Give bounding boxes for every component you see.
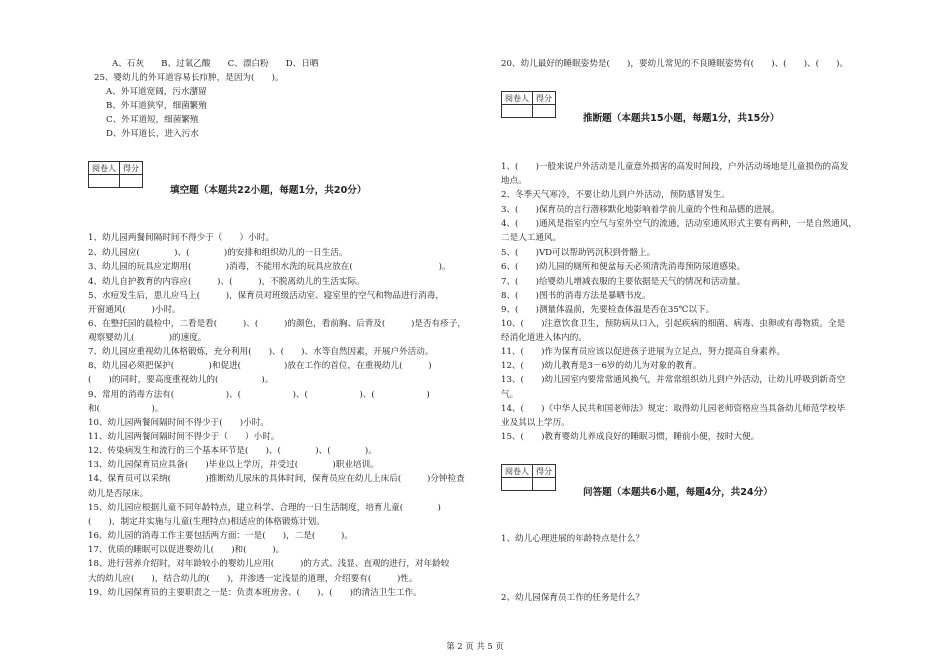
question-line: 17、优质的睡眠可以促进婴幼儿( )和( )。 (88, 545, 285, 555)
question-line: 2、冬季天气寒冷，不要让幼儿到户外活动，预防感冒发生。 (501, 190, 730, 200)
question-line: ( )，制定并实施与儿童(生理特点)相适应的体格锻炼计划。 (88, 517, 325, 527)
score-cell (120, 175, 143, 188)
page-footer: 第 2 页 共 5 页 (446, 641, 504, 651)
question-line: 10、幼儿园两餐间隔时间不得少于( )小时。 (88, 418, 269, 428)
question-line: 观察婴幼儿( )的速度。 (88, 333, 207, 343)
question-line: 13、( )幼儿园室内要常常通风换气，并常常组织幼儿到户外活动，让幼儿呼吸到新奇空 (501, 375, 846, 385)
question-line: 13、幼儿园保育员应具备( )毕业以上学历，并受过( )职业培训。 (88, 460, 379, 470)
question-line: 地点。 (501, 176, 527, 186)
question-line: 4、( )通风是指室内空气与室外空气的流通，活动室通风形式主要有两种，一是自然通风， (501, 219, 857, 229)
question-line: 7、幼儿园应重视幼儿体格锻炼，充分利用( )、( )、水等自然因素，开展户外活动。 (88, 347, 434, 357)
option-line: A、外耳道宽阔，污水潴留 (106, 87, 207, 97)
qa-question: 2、幼儿园保育员工作的任务是什么？ (501, 593, 644, 603)
question-line: 14、( )《中华人民共和国老师法》规定：取得幼儿园老师资格应当具备幼儿师范学校毕 (501, 404, 846, 414)
question-line: 11、幼儿园两餐间隔时间不得少于（ ）小时。 (88, 432, 280, 442)
question-line: 业及其以上学历。 (501, 418, 570, 428)
score-header: 得分 (120, 162, 143, 175)
question-line: 12、传染病发生和流行的三个基本环节是( )、( )、( )。 (88, 446, 377, 456)
question-line: 10、( )注意饮食卫生，预防病从口入，引起疾病的细菌、病毒、虫卵或有毒物质。全是 (501, 319, 846, 329)
option-line: C、外耳道短，细菌繁殖 (106, 115, 199, 125)
score-header: 得分 (533, 92, 556, 105)
question-line: 经消化道进入体内的。 (501, 333, 587, 343)
question-line: 8、( )图书的消毒方法是暴晒书皮。 (501, 291, 651, 301)
score-cell (533, 478, 556, 491)
grader-cell (89, 175, 120, 188)
option-line: A、石灰 B、过氧乙酸 C、漂白粉 D、日晒 (112, 59, 319, 69)
question-line: 6、( )幼儿园的厕所和便盆每天必须清洗消毒预防尿道感染。 (501, 262, 746, 272)
grader-score-table (501, 91, 556, 118)
section-title: 问答题（本题共6小题，每题4分，共24分） (583, 487, 773, 498)
question-line: 3、( )保育员的言行潜移默化地影响着学前儿童的个性和品德的进展。 (501, 205, 780, 215)
question-line: 2、幼儿园应( )、( )的安排和组织幼儿的一日生活。 (88, 248, 348, 258)
question-line: 6、在整托园的晨检中，二看是看( )、( )的颜色，看前胸、后背及( )是否有疹子， (88, 319, 466, 329)
question-line: 18、进行营养介绍时，对年龄较小的婴幼儿应用( )的方式、浅显、直观的进行，对年龄较 (88, 559, 450, 569)
question-line: ( )的同时，要高度重视幼儿的( )。 (88, 375, 274, 385)
question-line: 5、水痘发生后，患儿应马上( )，保育员对班级活动室、寝室里的空气和物品进行消毒， (88, 291, 444, 301)
qa-question: 1、幼儿心理进展的年龄特点是什么？ (501, 534, 644, 544)
question-line: 25、婴幼儿的外耳道容易长疖肿，是因为( )。 (94, 73, 284, 83)
grader-header: 阅卷人 (502, 465, 533, 478)
score-cell (533, 105, 556, 118)
question-line: 15、幼儿园应根据儿童不同年龄特点，建立科学、合理的一日生活制度，培育儿童( ) (88, 503, 441, 513)
question-line: 5、( )VD可以帮助钙沉积到骨骼上。 (501, 248, 656, 258)
question-line: 3、幼儿园的玩具应定期用( )消毒，不能用水洗的玩具应放在( )。 (88, 262, 451, 272)
question-line: 12、( )幼儿教育是3－6岁的幼儿为对象的教育。 (501, 361, 702, 371)
grader-score-table (501, 464, 556, 491)
question-line: 15、( )教育婴幼儿养成良好的睡眠习惯，睡前小便，按时大便。 (501, 432, 760, 442)
question-line: 16、幼儿园的消毒工作主要包括两方面：一是( )，二是( )。 (88, 531, 353, 541)
question-line: 14、保育员可以采纳( )推断幼儿尿床的具体时间，保育员应在幼儿上床后( )分钟检查 (88, 474, 465, 484)
question-line: 8、幼儿园必须把保护( )和促进( )放在工作的首位，在重视幼儿( ) (88, 361, 432, 371)
question-line: 1、幼儿园两餐间隔时间不得少于（ ）小时。 (88, 233, 274, 243)
grader-score-table (88, 161, 143, 188)
question-line: 11、( )作为保育员应该以促进孩子进展为立足点，努力提高自身素养。 (501, 347, 786, 357)
question-line: 9、( )测量体温前，先要检查体温是否在35℃以下。 (501, 305, 715, 315)
question-line: 二是人工通风。 (501, 233, 562, 243)
section-title: 推断题（本题共15小题，每题1分，共15分） (583, 113, 780, 124)
question-line: 气。 (501, 390, 519, 400)
question-line: 9、常用的消毒方法有( )、( )、( )、( ) (88, 390, 430, 400)
grader-cell (502, 105, 533, 118)
grader-header: 阅卷人 (502, 92, 533, 105)
question-line: 20、幼儿最好的睡眠姿势是( )，要幼儿常见的不良睡眠姿势有( )、( )、( )。 (501, 59, 849, 69)
option-line: D、外耳道长，进入污水 (106, 129, 199, 139)
question-line: 开窗通风( )小时。 (88, 305, 181, 315)
grader-cell (502, 478, 533, 491)
question-line: 7、( )给婴幼儿增减衣服的主要依据是天气的情况和活动量。 (501, 277, 746, 287)
question-line: 1、( )一般来说户外活动是儿童意外损害的高发时间段，户外活动场地是儿童损伤的高发 (501, 162, 849, 172)
question-line: 大的幼儿应( )，结合幼儿的( )，并渗透一定浅显的道理，介绍要有( )性。 (88, 574, 418, 584)
question-line: 幼儿是否尿床。 (88, 489, 149, 499)
question-line: 19、幼儿园保育员的主要职责之一是：负责本班房舍、( )、( )的清洁卫生工作。 (88, 588, 422, 598)
question-line: 4、幼儿自护教育的内容应( )、( )，不脱离幼儿的生活实际。 (88, 277, 365, 287)
score-header: 得分 (533, 465, 556, 478)
question-line: 和( )。 (88, 404, 164, 414)
option-line: B、外耳道狭窄，细菌繁殖 (106, 101, 207, 111)
grader-header: 阅卷人 (89, 162, 120, 175)
section-title: 填空题（本题共22小题，每题1分，共20分） (170, 185, 367, 196)
